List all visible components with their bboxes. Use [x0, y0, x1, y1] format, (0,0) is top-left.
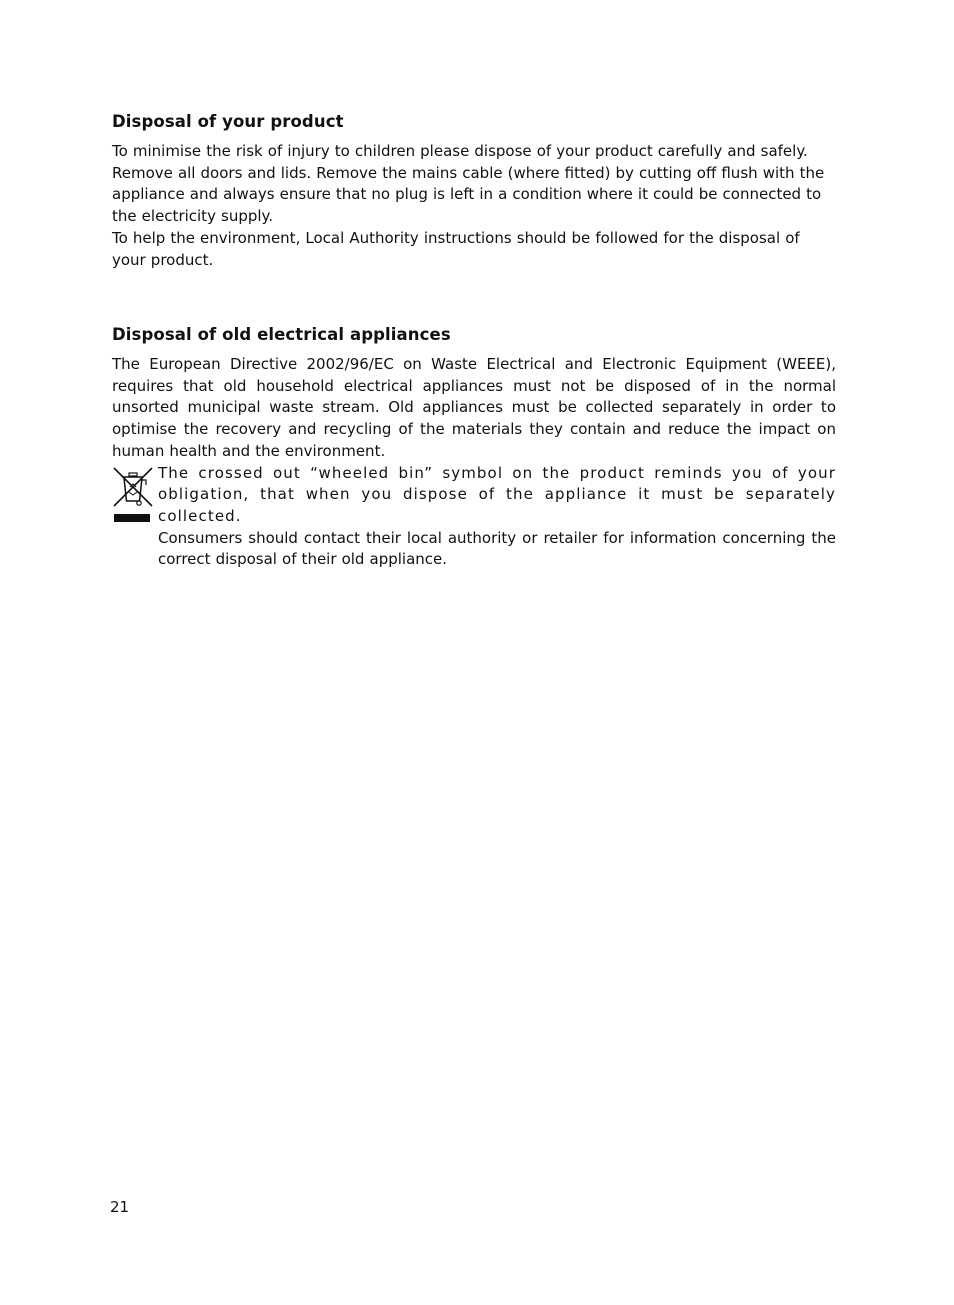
- disposal-product-section: [112, 111, 836, 324]
- document-body: [112, 111, 836, 571]
- weee-symbol-row: [112, 463, 836, 572]
- paragraph-wheeled-bin-symbol: The crossed out “wheeled bin” symbol on the product reminds you of your obligation, that when you dispose of the appliance it must be separately collected.: [158, 463, 836, 525]
- section-heading-disposal-product: Disposal of your product: [112, 112, 344, 131]
- weee-text-block: [158, 463, 836, 572]
- section-heading-disposal-electrical: Disposal of old electrical appliances: [112, 325, 451, 344]
- page-number: 21: [110, 1198, 130, 1216]
- paragraph-child-safety: To minimise the risk of injury to children please dispose of your product carefully and safely. Remove all doors and lids. Remove the mains cable (where fitted) by cutting off flush with the appliance and always ensure that no plug is left in a condition where it could be connected to the electricity supply.: [112, 142, 825, 226]
- paragraph-environment: To help the environment, Local Authority instructions should be followed for the disposal of your product.: [112, 228, 800, 269]
- disposal-electrical-section: [112, 324, 836, 571]
- paragraph-contact-authority: Consumers should contact their local authority or retailer for information concerning the correct disposal of their old appliance.: [158, 528, 836, 569]
- paragraph-weee-directive: The European Directive 2002/96/EC on Waste Electrical and Electronic Equipment (WEEE), requires that old household electrical appliances must not be disposed of in the normal unsorted municipal waste stream. Old appliances must be collected separately in order to optimise the recovery and recycling of the materials they contain and reduce the impact on human health and the environment.: [112, 355, 836, 460]
- crossed-out-wheeled-bin-icon: [112, 463, 158, 527]
